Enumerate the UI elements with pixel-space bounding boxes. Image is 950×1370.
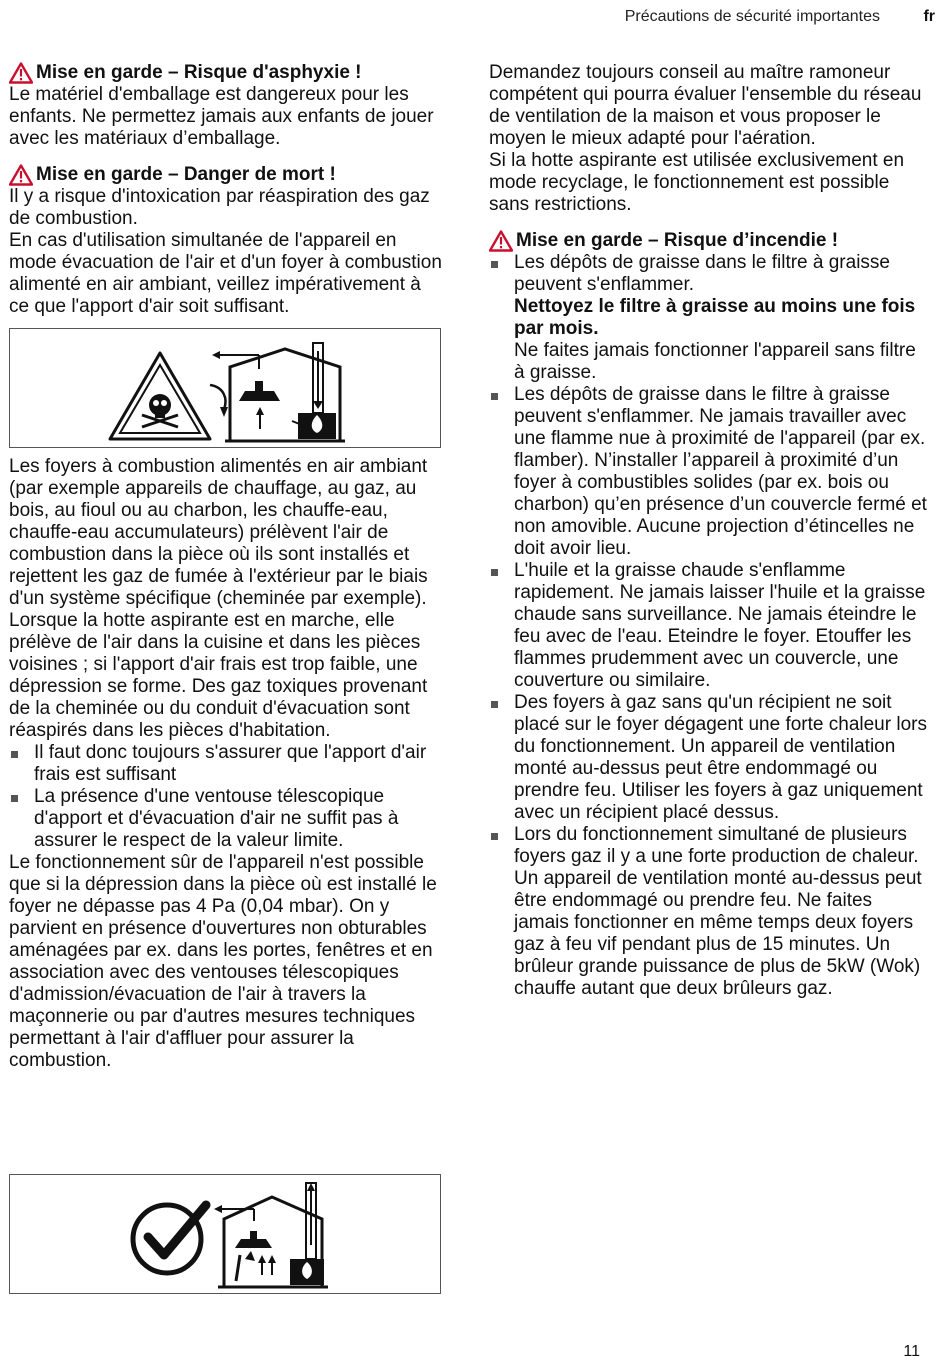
grease-filter-bold-instruction: Nettoyez le filtre à graisse au moins une fois par mois. [514, 296, 916, 339]
grease-filter-note: Ne faites jamais fonctionner l'appareil sans filtre à graisse. [514, 340, 916, 383]
right-column [489, 62, 929, 1000]
warning-death-title: Mise en garde – Danger de mort ! [36, 164, 336, 185]
chimney-sweep-paragraph: Demandez toujours conseil au maître ramoneur compétent qui pourra évaluer l'ensemble du réseau de ventilation de la maison et vous proposer le moyen le mieux adapté pour l'aération. [489, 62, 922, 149]
safe-ventilation-illustration [10, 1175, 440, 1293]
grease-filter-text: Les dépôts de graisse dans le filtre à graisse peuvent s'enflammer. [514, 252, 890, 295]
extraction-paragraph: Lorsque la hotte aspirante est en marche, elle prélève de l'air dans la cuisine et dans les pièces voisines ; si l'apport d'air frais est trop faible, une dépression se forme. Des gaz toxiques provenant de la cheminée ou du conduit d'évacuation sont réaspirés dans les pièces d'habitation. [9, 610, 428, 741]
warning-triangle-icon [9, 62, 33, 84]
safe-operation-paragraph: Le fonctionnement sûr de l'appareil n'est possible que si la dépression dans la pièce où est installé le foyer ne dépasse pas 4 Pa (0,04 mbar). On y parvient en présence d'ouvertures non obturables aménagées par ex. dans les portes, fenêtres et en association avec des ventouses télescopiques d'admission/évacuation de l'air à travers la maçonnerie ou par d'autres mesures techniques permettant à l'air d'affluer pour assurer la combustion. [9, 852, 437, 1071]
warning-fire-title: Mise en garde – Risque d’incendie ! [516, 230, 839, 251]
page-number: 11 [903, 1343, 920, 1360]
warning-death-paragraph-2: En cas d'utilisation simultanée de l'appareil en mode évacuation de l'air et d'un foyer à combustion alimenté en air ambiant, veillez impérativement à ce que l'apport d'air soit suffisant. [9, 230, 442, 317]
figure-danger-exhaust [9, 328, 441, 448]
combustion-paragraph: Les foyers à combustion alimentés en air ambiant (par exemple appareils de chauffage, au gaz, au bois, au fioul ou au charbon, les chauffe-eau, chauffe-eau accumulateurs) prélèvent l'air de combustion dans la pièce où ils sont installés et rejettent les gaz de fumée à l'extérieur par le biais d'un système spécifique (cheminée par exemple). [9, 456, 428, 609]
fire-bullet-list [489, 252, 929, 1000]
skull-warning-icon [110, 353, 210, 439]
running-header-title: Précautions de sécurité importantes [624, 8, 880, 25]
warning-asphyxia-text: Le matériel d'emballage est dangereux pour les enfants. Ne permettez jamais aux enfants de jouer avec les matériaux d’emballage. [9, 84, 434, 149]
figure-safe-ventilation [9, 1174, 441, 1294]
left-column [9, 62, 445, 1072]
list-item: Il faut donc toujours s'assurer que l'apport d'air frais est suffisant [9, 742, 445, 786]
warning-asphyxia-title: Mise en garde – Risque d'asphyxie ! [36, 62, 362, 83]
curved-arrow-icon [210, 385, 225, 409]
warning-triangle-icon [9, 164, 33, 186]
list-item: Les dépôts de graisse dans le filtre à graisse peuvent s'enflammer. Ne jamais travailler avec une flamme nue à proximité de l'appareil (par ex. flamber). N’installer l’appareil à proximité d’un foyer à combustibles solides (par ex. bois ou charbon) qu’en présence d’un couvercle fermé et non amovible. Aucune projection d’étincelles ne doit avoir lieu. [489, 384, 929, 560]
list-item: La présence d'une ventouse télescopique d'apport et d'évacuation d'air ne suffit pas à assurer le respect de la valeur limite. [9, 786, 445, 852]
warning-asphyxia-heading [9, 62, 445, 84]
warning-fire-heading [489, 230, 929, 252]
warning-death-paragraph-1: Il y a risque d'intoxication par réaspiration des gaz de combustion. [9, 186, 430, 229]
list-item: Des foyers à gaz sans qu'un récipient ne soit placé sur le foyer dégagent une forte chaleur lors du fonctionnement. Un appareil de ventilation monté au-dessus peut être endommagé ou prendre feu. Utiliser les foyers à gaz uniquement avec un récipient placé dessus. [489, 692, 929, 824]
list-item: L'huile et la graisse chaude s'enflamme rapidement. Ne jamais laisser l'huile et la graisse chaude sans surveillance. Ne jamais éteindre le feu avec de l'eau. Eteindre le foyer. Etouffer les flammes prudemment avec un couvercle, une couverture ou similaire. [489, 560, 929, 692]
check-circle-icon [133, 1205, 206, 1273]
list-item: Lors du fonctionnement simultané de plusieurs foyers gaz il y a une forte production de chaleur. Un appareil de ventilation monté au-dessus peut être endommagé ou prendre feu. Ne faites jamais fonctionner en même temps deux foyers gaz à feu vif pendant plus de 15 minutes. Un brûleur grande puissance de plus de 5kW (Wok) chauffe autant que deux brûleurs gaz. [489, 824, 929, 1000]
recirculation-paragraph: Si la hotte aspirante est utilisée exclusivement en mode recyclage, le fonctionnement est possible sans restrictions. [489, 150, 905, 215]
danger-exhaust-illustration [10, 329, 440, 447]
language-code: fr [923, 8, 935, 25]
warning-triangle-icon [489, 230, 513, 252]
list-item [489, 252, 929, 384]
warning-death-heading [9, 164, 445, 186]
left-bullet-list [9, 742, 445, 852]
